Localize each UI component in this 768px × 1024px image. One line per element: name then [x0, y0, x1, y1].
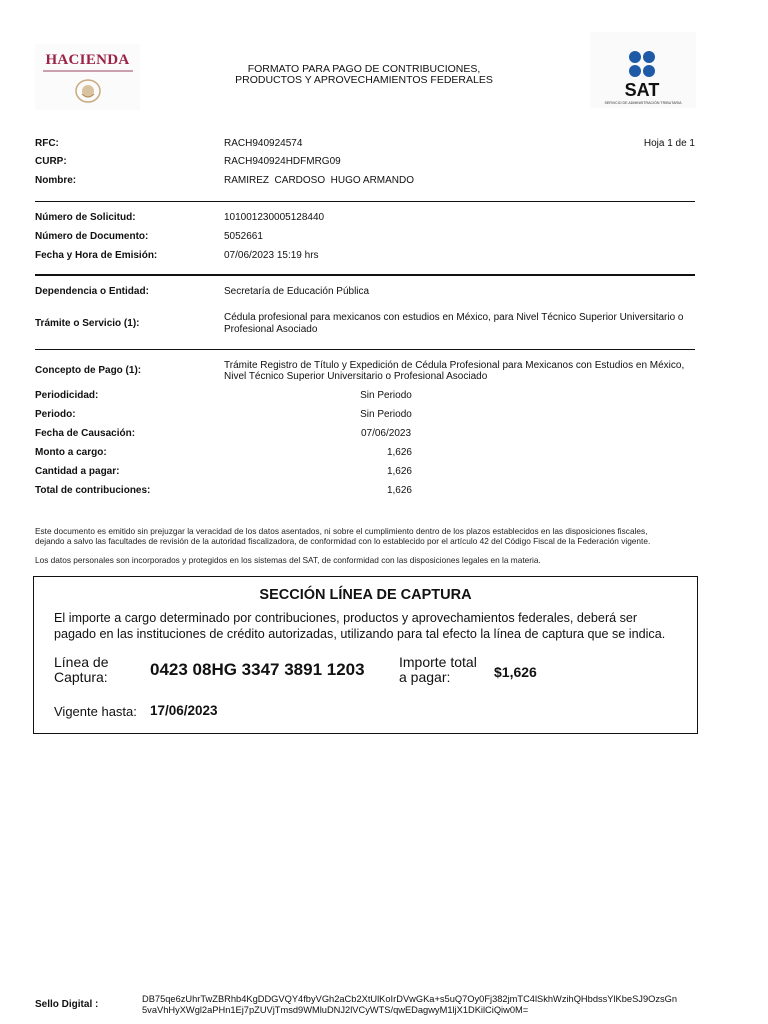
monto-cargo-value: 1,626: [386, 447, 412, 458]
section-title: SECCIÓN LÍNEA DE CAPTURA: [259, 587, 472, 603]
sello-digital-line-2: 5vaVhHyXWgl2aPHn1Ej7pZUVjTmsd9WMluDNJ2lVCyWTS/qwEDagwyM1ljX1DKilCiQiw0M=: [142, 1005, 529, 1015]
curp-label: CURP:: [35, 156, 67, 167]
hacienda-logo-underline: [43, 70, 133, 72]
concepto-pago-line-1: Trámite Registro de Título y Expedición de Cédula Profesional para Mexicanos con Estudios en México,: [224, 360, 685, 371]
title-line-1: FORMATO PARA PAGO DE CONTRIBUCIONES,: [247, 63, 481, 75]
legal-disclaimer: [35, 526, 697, 546]
concepto-pago-line-2: Nivel Técnico Superior Universitario o Profesional Asociado: [224, 371, 488, 382]
sat-logo-mark: [590, 32, 696, 108]
sello-digital-label: Sello Digital :: [35, 999, 99, 1010]
linea-captura-value: 0423 08HG 3347 3891 1203: [150, 660, 365, 679]
section-instructions: [54, 611, 678, 642]
disclaimer-line-2: dejando a salvo las facultades de revisión de la autoridad fiscalizadora, de conformidad con lo establecido por el artículo 42 del Código Fiscal de la Federación vigente.: [35, 536, 651, 546]
fecha-emision-label: Fecha y Hora de Emisión:: [35, 250, 158, 261]
periodicidad-value: Sin Periodo: [360, 390, 412, 401]
hacienda-logo-text: HACIENDA: [45, 52, 130, 68]
importe-total-value: $1,626: [494, 664, 537, 680]
numero-solicitud-value: 101001230005128440: [224, 212, 325, 223]
linea-captura-label-line-1: Línea de: [54, 654, 109, 670]
concepto-pago-label: Concepto de Pago (1):: [35, 365, 142, 376]
numero-documento-label: Número de Documento:: [35, 231, 149, 242]
sello-digital-line-1: DB75qe6zUhrTwZBRhb4KgDDGVQY4fbyVGh2aCb2XtUlKoIrDVwGKa+s5uQ7Oy0Fj382jmTC4lSkhWzihQHbdssYlKbeSJ9OzsGn: [142, 994, 678, 1004]
monto-cargo-label: Monto a cargo:: [35, 447, 107, 458]
tramite-servicio-line-2: Profesional Asociado: [224, 324, 318, 335]
rfc-label: RFC:: [35, 138, 59, 149]
cantidad-pagar-label: Cantidad a pagar:: [35, 466, 120, 477]
privacy-notice: Los datos personales son incorporados y protegidos en los sistemas del SAT, de conformidad con las disposiciones legales en la materia.: [35, 555, 541, 565]
fecha-causacion-label: Fecha de Causación:: [35, 428, 136, 439]
cantidad-pagar-value: 1,626: [386, 466, 412, 477]
document-title: [200, 64, 528, 86]
hacienda-logo: [35, 44, 140, 110]
linea-captura-label-line-2: Captura:: [54, 669, 108, 685]
dependencia-value: Secretaría de Educación Pública: [224, 286, 370, 297]
nombre-label: Nombre:: [35, 175, 77, 186]
total-contribuciones-value: 1,626: [386, 485, 412, 496]
rfc-value: RACH940924574: [224, 138, 303, 149]
importe-total-label-line-2: a pagar:: [399, 669, 451, 685]
instructions-line-1: El importe a cargo determinado por contribuciones, productos y aprovechamientos federales, deberá ser: [54, 611, 638, 625]
vigente-hasta-label: Vigente hasta:: [54, 704, 137, 719]
sat-logo-text: SAT: [624, 80, 660, 100]
divider: [35, 201, 695, 202]
fecha-emision-value: 07/06/2023 15:19 hrs: [224, 250, 319, 261]
dependencia-label: Dependencia o Entidad:: [35, 286, 149, 297]
concepto-pago-value: [224, 360, 684, 382]
sat-logo: [590, 32, 696, 108]
importe-total-label-line-1: Importe total: [399, 654, 477, 670]
national-seal-icon: [74, 78, 102, 104]
vigente-hasta-value: 17/06/2023: [150, 703, 218, 718]
periodo-label: Periodo:: [35, 409, 76, 420]
sat-dots-icon: [629, 51, 655, 77]
total-contribuciones-label: Total de contribuciones:: [35, 485, 151, 496]
tramite-servicio-label: Trámite o Servicio (1):: [35, 318, 140, 329]
page-indicator: Hoja 1 de 1: [643, 138, 695, 149]
numero-solicitud-label: Número de Solicitud:: [35, 212, 136, 223]
tramite-servicio-value: [224, 312, 684, 336]
divider: [35, 274, 695, 276]
tramite-servicio-line-1: Cédula profesional para mexicanos con estudios en México, para Nivel Técnico Superior Universitario o: [224, 312, 684, 323]
curp-value: RACH940924HDFMRG09: [224, 156, 341, 167]
title-line-2: PRODUCTOS Y APROVECHAMIENTOS FEDERALES: [235, 74, 493, 86]
sello-digital-value: [142, 994, 727, 1016]
sat-logo-subtitle: SERVICIO DE ADMINISTRACIÓN TRIBUTARIA: [604, 101, 682, 105]
instructions-line-2: pagado en las instituciones de crédito autorizadas, utilizando para tal efecto la línea de captura que se indica.: [54, 626, 666, 641]
periodo-value: Sin Periodo: [360, 409, 412, 420]
periodicidad-label: Periodicidad:: [35, 390, 99, 401]
numero-documento-value: 5052661: [224, 231, 263, 242]
fecha-causacion-value: 07/06/2023: [360, 428, 412, 439]
disclaimer-line-1: Este documento es emitido sin prejuzgar la veracidad de los datos asentados, ni sobre el cumplimiento dentro de los plazos establecidos en las disposiciones fiscales,: [35, 526, 648, 536]
nombre-value: RAMIREZ CARDOSO HUGO ARMANDO: [224, 175, 415, 186]
importe-total-label: [399, 655, 477, 685]
divider: [35, 349, 695, 350]
linea-captura-section: [33, 576, 698, 734]
linea-captura-label: [54, 655, 109, 685]
